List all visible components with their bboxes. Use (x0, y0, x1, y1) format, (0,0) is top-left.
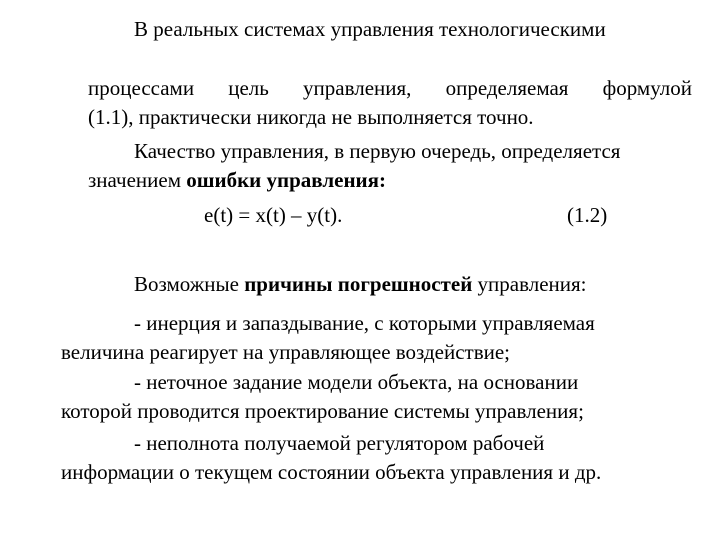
list-item-1-line-2: величина реагирует на управляющее воздействие; (61, 340, 511, 364)
paragraph-1-line-1: В реальных системах управления технологическими (134, 17, 606, 41)
list-item-3-line-2: информации о текущем состоянии объекта управления и др. (61, 460, 602, 484)
formula-expression: e(t) = x(t) – y(t). (204, 203, 343, 227)
paragraph-1-line-2: процессами цель управления, определяемая формулой (88, 76, 692, 100)
error-term-bold: ошибки управления: (186, 168, 387, 192)
list-item-2-line-1: - неточное задание модели объекта, на основании (134, 370, 579, 394)
paragraph-2-line-2 (88, 166, 386, 194)
list-item-2-line-2: которой проводится проектирование системы управления; (61, 399, 584, 423)
paragraph-3-post: управления: (472, 272, 587, 296)
list-item-3-line-1: - неполнота получаемой регулятором рабочей (134, 431, 545, 455)
paragraph-2-text: значением (88, 168, 187, 192)
list-item-1-line-1: - инерция и запаздывание, с которыми управляемая (134, 311, 595, 335)
error-causes-bold: причины погрешностей (244, 272, 473, 296)
paragraph-3-pre: Возможные (134, 272, 245, 296)
paragraph-3 (134, 270, 587, 298)
paragraph-1-line-3: (1.1), практически никогда не выполняется точно. (88, 105, 534, 129)
formula-number: (1.2) (567, 203, 608, 227)
paragraph-2-line-1: Качество управления, в первую очередь, определяется (134, 139, 621, 163)
